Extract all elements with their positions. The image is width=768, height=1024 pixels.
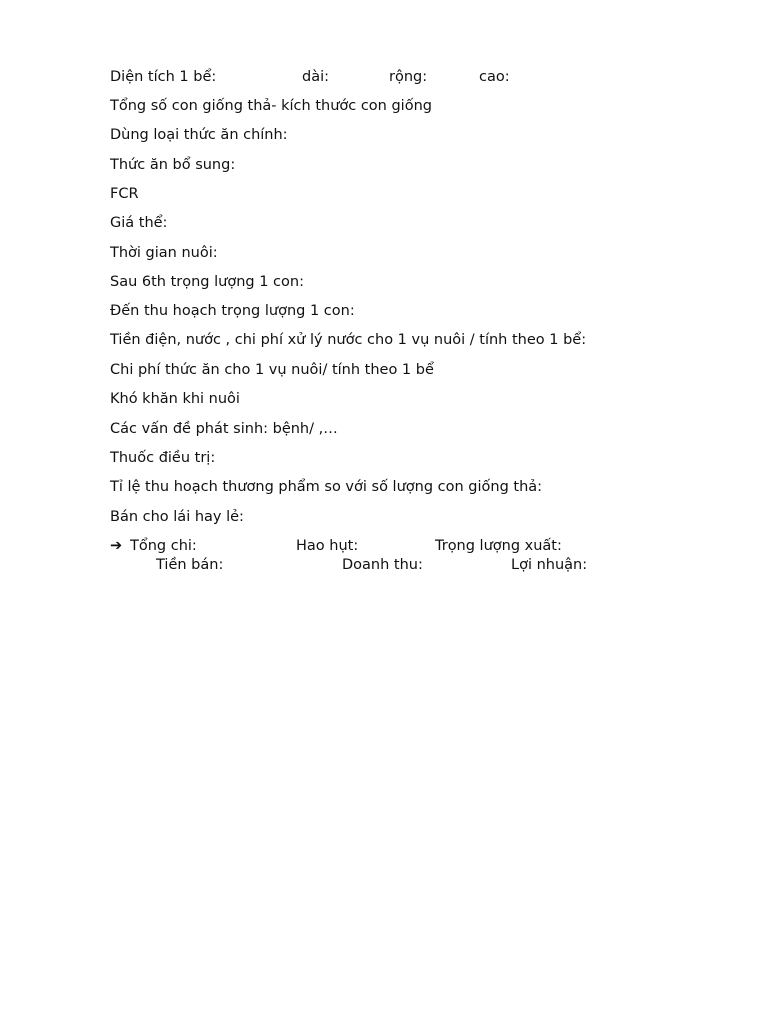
text-line: Thuốc điều trị:	[110, 450, 216, 466]
dimensions-row	[110, 68, 670, 86]
text-line: Tiền điện, nước , chi phí xử lý nước cho 1 vụ nuôi / tính theo 1 bể:	[110, 332, 587, 348]
profit-label: Lợi nhuận:	[511, 557, 588, 573]
text-line: Thức ăn bổ sung:	[110, 157, 236, 173]
sales-money-label: Tiền bán:	[156, 557, 224, 573]
text-line: Giá thể:	[110, 215, 168, 231]
summary-row-1	[110, 537, 670, 555]
text-line: Chi phí thức ăn cho 1 vụ nuôi/ tính theo 1 bể	[110, 362, 434, 378]
text-line: Các vấn đề phát sinh: bệnh/ ,…	[110, 421, 338, 437]
revenue-label: Doanh thu:	[342, 557, 423, 573]
arrow-right-icon: ➔	[110, 538, 123, 554]
text-line: Tổng số con giống thả- kích thước con giống	[110, 98, 432, 114]
text-line: Tỉ lệ thu hoạch thương phẩm so với số lượng con giống thả:	[110, 479, 543, 495]
text-line: FCR	[110, 186, 139, 202]
total-cost-label: Tổng chi:	[130, 538, 197, 554]
text-line: Thời gian nuôi:	[110, 245, 218, 261]
text-line: Đến thu hoạch trọng lượng 1 con:	[110, 303, 355, 319]
length-label: dài:	[302, 69, 330, 85]
text-line: Sau 6th trọng lượng 1 con:	[110, 274, 304, 290]
summary-row-2	[110, 556, 670, 574]
loss-label: Hao hụt:	[296, 538, 359, 554]
text-line: Khó khăn khi nuôi	[110, 391, 240, 407]
area-label: Diện tích 1 bể:	[110, 69, 217, 85]
output-weight-label: Trọng lượng xuất:	[435, 538, 562, 554]
height-label: cao:	[479, 69, 510, 85]
text-line: Dùng loại thức ăn chính:	[110, 127, 288, 143]
text-line: Bán cho lái hay lẻ:	[110, 509, 244, 525]
width-label: rộng:	[389, 69, 428, 85]
